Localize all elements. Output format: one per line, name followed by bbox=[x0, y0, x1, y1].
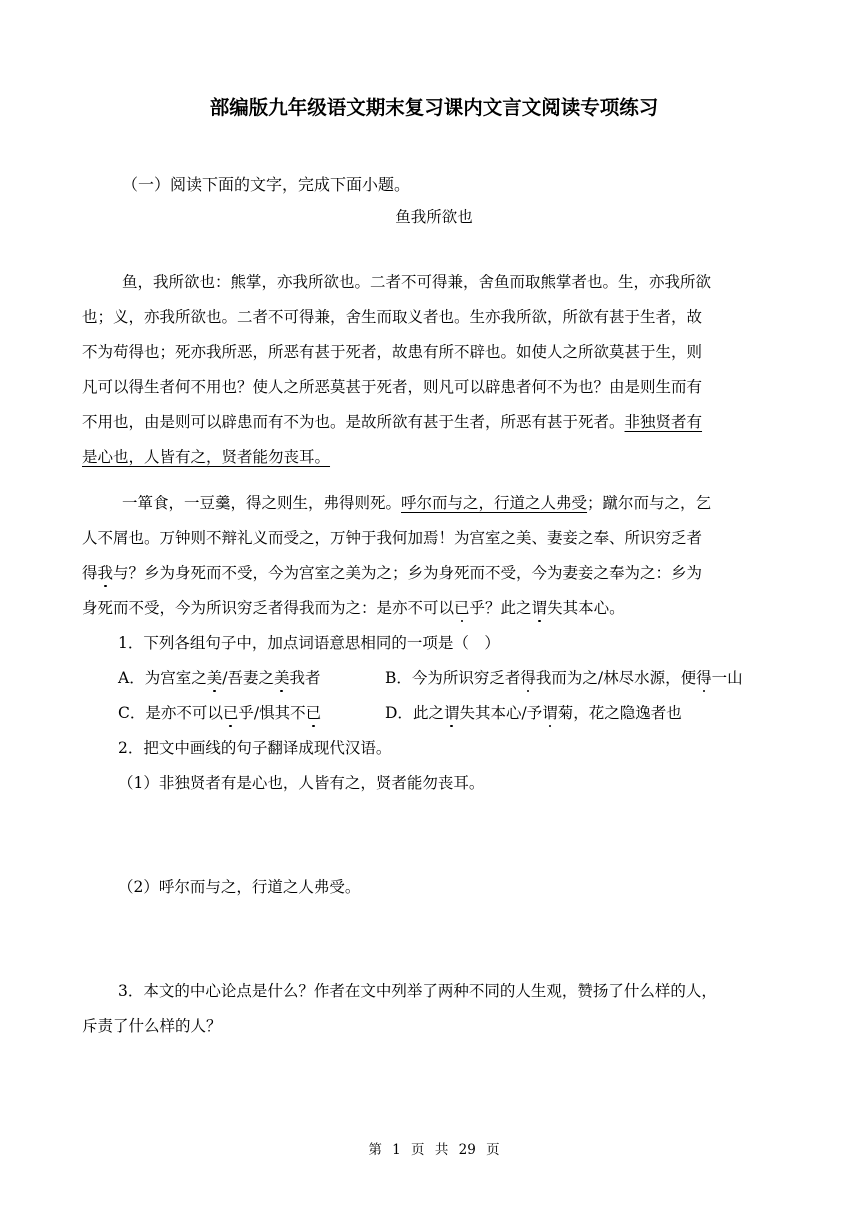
option-text: 失其本心/予 bbox=[459, 704, 543, 722]
underlined-sentence: 非独贤者有 bbox=[624, 413, 703, 431]
option-text: 我而为之/林尽水源，便 bbox=[535, 669, 697, 687]
passage-text: 得 bbox=[82, 564, 98, 582]
passage-line: 鱼，我所欲也：熊掌，亦我所欲也。二者不可得兼，舍鱼而取熊掌者也。生，亦我所欲 bbox=[122, 273, 712, 291]
passage-line bbox=[82, 561, 702, 583]
passage-line bbox=[82, 410, 702, 432]
emphasis-dot-char: 得 bbox=[520, 669, 536, 687]
option-a bbox=[118, 666, 321, 688]
passage-title: 鱼我所欲也 bbox=[395, 208, 473, 226]
page-footer bbox=[0, 1138, 868, 1158]
emphasis-dot-char: 美 bbox=[206, 669, 223, 687]
question-3-line: 3．本文的中心论点是什么？作者在文中列举了两种不同的人生观，赞扬了什么样的人， bbox=[118, 982, 717, 1000]
section-intro: （一）阅读下面的文字，完成下面小题。 bbox=[122, 175, 411, 194]
footer-text: 页 bbox=[411, 1142, 425, 1158]
passage-text: ；蹴尔而与之，乞 bbox=[587, 494, 712, 512]
option-text: 一山 bbox=[711, 669, 743, 687]
footer-text: 第 bbox=[368, 1142, 382, 1158]
passage-line: 人不屑也。万钟则不辩礼义而受之，万钟于我何加焉！为宫室之美、妻妾之奉、所识穷乏者 bbox=[82, 529, 703, 547]
emphasis-dot-char: 谓 bbox=[531, 599, 548, 617]
emphasis-dot-char: 已 bbox=[454, 599, 470, 617]
passage-line bbox=[82, 445, 330, 467]
option-text: 今为所识穷乏者 bbox=[411, 669, 521, 687]
question-2-stem: 2．把文中画线的句子翻译成现代汉语。 bbox=[118, 739, 392, 757]
passage-line bbox=[82, 596, 625, 618]
option-text: 是亦不可以 bbox=[145, 704, 223, 722]
passage-line: 凡可以得生者何不用也？使人之所恶莫甚于死者，则凡可以辟患者何不为也？由是则生而有 bbox=[82, 378, 703, 396]
passage-line: 也；义，亦我所欲也。二者不可得兼，舍生而取义者也。生亦我所欲，所欲有甚于生者，故 bbox=[82, 308, 703, 326]
option-label: B． bbox=[385, 669, 412, 687]
emphasis-dot-char: 我 bbox=[97, 564, 114, 582]
emphasis-dot-char: 已 bbox=[222, 704, 239, 722]
passage-text: 一箪食，一豆羹，得之则生，弗得则死。 bbox=[122, 494, 402, 512]
option-label: D． bbox=[385, 704, 413, 722]
option-text: /吾妻之 bbox=[222, 669, 274, 687]
emphasis-dot-char: 谓 bbox=[542, 704, 558, 722]
passage-line: 不为苟得也；死亦我所恶，所恶有甚于死者，故患有所不辟也。如使人之所欲莫甚于生，则 bbox=[82, 343, 703, 361]
question-2-sub-2: （2）呼尔而与之，行道之人弗受。 bbox=[118, 878, 361, 896]
question-1-stem: 1．下列各组句子中，加点词语意思相同的一项是（ ） bbox=[118, 634, 500, 652]
passage-text: 身死而不受，今为所识穷乏者得我而为之：是亦不可以 bbox=[82, 599, 455, 617]
option-text: 菊，花之隐逸者也 bbox=[557, 704, 682, 722]
emphasis-dot-char: 美 bbox=[273, 669, 290, 687]
option-text: 我者 bbox=[289, 669, 321, 687]
passage-text: 与？乡为身死而不受，今为宫室之美为之；乡为身死而不受，今为妻妾之奉为之：乡为 bbox=[113, 564, 703, 582]
page-number: 1 bbox=[392, 1142, 401, 1158]
option-label: A． bbox=[118, 669, 145, 687]
question-3-line: 斥责了什么样的人？ bbox=[82, 1017, 222, 1035]
passage-line bbox=[122, 491, 711, 513]
option-c bbox=[118, 701, 321, 723]
option-text: 乎/惧其不 bbox=[238, 704, 306, 722]
passage-text: 乎？此之 bbox=[469, 599, 532, 617]
document-title: 部编版九年级语文期末复习课内文言文阅读专项练习 bbox=[209, 96, 659, 119]
option-label: C． bbox=[118, 704, 146, 722]
footer-text: 共 bbox=[434, 1142, 449, 1158]
emphasis-dot-char: 已 bbox=[305, 704, 322, 722]
option-text: 此之 bbox=[412, 704, 444, 722]
option-d bbox=[385, 701, 682, 723]
passage-text: 失其本心。 bbox=[547, 599, 625, 617]
underlined-sentence: 呼尔而与之，行道之人弗受 bbox=[401, 494, 588, 512]
question-2-sub-1: （1）非独贤者有是心也，人皆有之，贤者能勿丧耳。 bbox=[118, 774, 485, 792]
passage-text: 不用也，由是则可以辟患而有不为也。是故所欲有甚于生者，所恶有甚于死者。 bbox=[82, 413, 625, 431]
option-text: 为宫室之 bbox=[144, 669, 207, 687]
option-b bbox=[385, 666, 743, 688]
underlined-sentence: 是心也，人皆有之，贤者能勿丧耳。 bbox=[82, 448, 331, 466]
footer-text: 页 bbox=[486, 1142, 500, 1158]
emphasis-dot-char: 得 bbox=[696, 669, 712, 687]
page-total: 29 bbox=[458, 1142, 476, 1158]
emphasis-dot-char: 谓 bbox=[443, 704, 460, 722]
